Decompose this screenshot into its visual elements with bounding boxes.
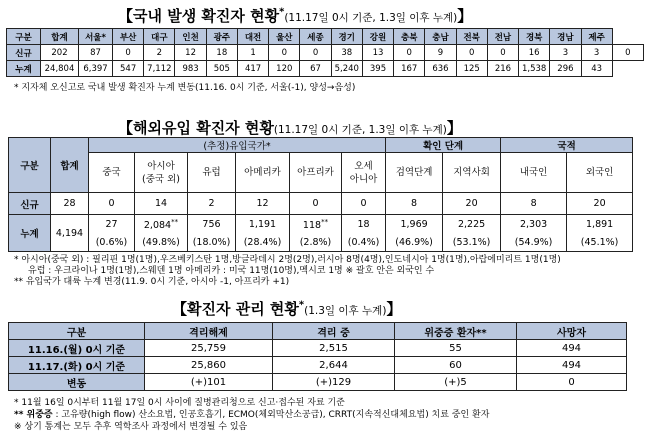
domestic-cell: 13 <box>362 45 393 61</box>
overseas-new-cell: 8 <box>501 193 567 215</box>
domestic-cell: 417 <box>237 61 268 77</box>
management-header-cell: 위중증 환자** <box>395 323 517 340</box>
domestic-cell: 5,240 <box>331 61 362 77</box>
management-cell: 60 <box>395 357 517 374</box>
overseas-cum-cell: 1,191 <box>236 215 290 235</box>
overseas-new-cell: 2 <box>188 193 236 215</box>
domestic-cell: 1,538 <box>519 61 550 77</box>
management-cell: 25,759 <box>145 340 273 357</box>
management-cell: 25,860 <box>145 357 273 374</box>
domestic-header-cell: 대구 <box>144 29 175 45</box>
domestic-cell: 9 <box>425 45 456 61</box>
domestic-header-cell: 경남 <box>550 29 581 45</box>
section3-note-2 <box>14 410 489 421</box>
overseas-subheader-cell: 아메리카 <box>236 153 290 193</box>
overseas-cum-pct: (46.9%) <box>386 235 443 252</box>
management-cell: 494 <box>517 357 627 374</box>
domestic-header-cell: 충북 <box>394 29 425 45</box>
domestic-header-cell: 경기 <box>331 29 362 45</box>
overseas-subheader-cell: 검역단계 <box>386 153 443 193</box>
domestic-cell: 3 <box>550 45 581 61</box>
overseas-new-cell: 0 <box>342 193 386 215</box>
domestic-cell: 505 <box>206 61 237 77</box>
section3-note-3: ※ 상기 통계는 모두 추후 역학조사 과정에서 변경될 수 있음 <box>14 422 248 432</box>
domestic-cell: 216 <box>487 61 518 77</box>
overseas-cum-pct: (2.8%) <box>290 235 342 252</box>
overseas-header-confirm: 확인 단계 <box>386 138 501 153</box>
management-cell: 0 <box>517 374 627 391</box>
management-cell: 2,644 <box>273 357 395 374</box>
domestic-cell: 296 <box>550 61 581 77</box>
domestic-cell: 120 <box>269 61 300 77</box>
domestic-header-cell: 충남 <box>425 29 456 45</box>
domestic-header-cell: 경북 <box>519 29 550 45</box>
overseas-new-cell: 0 <box>290 193 342 215</box>
management-cell: 494 <box>517 340 627 357</box>
domestic-cell: 636 <box>425 61 456 77</box>
section2-note-2: 유럽 : 우크라이나 1명(1명),스웨덴 1명 아메리카 : 미국 11명(10명),멕시코 1명 ※ 괄호 안은 외국인 수 <box>28 266 435 276</box>
domestic-cell: 0 <box>113 45 144 61</box>
overseas-cum-pct: (45.1%) <box>567 235 633 252</box>
management-header-cell: 구분 <box>9 323 145 340</box>
section3-note-2-text: : 고유량(high flow) 산소요법, 인공호흡기, ECMO(체외막산소공급), CRRT(지속적신대체요법) 치료 중인 환자 <box>52 410 490 420</box>
management-cell: 55 <box>395 340 517 357</box>
management-row-label: 변동 <box>9 374 145 391</box>
domestic-row <box>7 61 644 77</box>
overseas-subheader-cell: 지역사회 <box>443 153 501 193</box>
management-row <box>9 357 627 374</box>
domestic-header-cell: 인천 <box>175 29 206 45</box>
domestic-cell: 0 <box>612 45 643 61</box>
domestic-cell: 0 <box>394 45 425 61</box>
domestic-cell: 87 <box>79 45 113 61</box>
section2-note-3: ** 유입국가 대륙 누계 변경(11.9. 0시 기준, 아시아 -1, 아프리카 +1) <box>14 277 290 287</box>
overseas-cum-cell: 18 <box>342 215 386 235</box>
domestic-cell: 2 <box>144 45 175 61</box>
management-cell: (+)5 <box>395 374 517 391</box>
overseas-cum-cell: 2,303 <box>501 215 567 235</box>
management-row <box>9 374 627 391</box>
domestic-table <box>6 28 644 77</box>
overseas-subheader-cell: 외국인 <box>567 153 633 193</box>
overseas-subheader-cell: 오세 아니아 <box>342 153 386 193</box>
domestic-cell: 24,804 <box>41 61 79 77</box>
domestic-cell: 0 <box>487 45 518 61</box>
domestic-header-cell: 부산 <box>113 29 144 45</box>
overseas-new-total: 28 <box>51 193 89 215</box>
section3-title-text: 확진자 관리 현황 <box>187 300 299 318</box>
overseas-header-gubun: 구분 <box>9 138 51 193</box>
section2-subtitle: (11.17일 0시 기준, 1.3일 이후 누계) <box>273 124 447 136</box>
overseas-table <box>8 137 633 252</box>
overseas-subheader-cell: 유럽 <box>188 153 236 193</box>
overseas-cum-pct: (49.8%) <box>135 235 188 252</box>
overseas-cum-pct: (28.4%) <box>236 235 290 252</box>
overseas-cum-pct: (54.9%) <box>501 235 567 252</box>
management-header-cell: 격리해제 <box>145 323 273 340</box>
management-cell: (+)129 <box>273 374 395 391</box>
overseas-cum-pct: (0.6%) <box>89 235 135 252</box>
domestic-header-cell: 세종 <box>300 29 331 45</box>
overseas-cum-label: 누계 <box>9 215 51 252</box>
overseas-cum-pct: (18.0%) <box>188 235 236 252</box>
section1-title-text: 국내 발생 확진자 현황 <box>133 7 280 25</box>
section1-note: * 지자체 오신고로 국내 발생 확진자 누계 변동(11.16. 0시 기준, 서울(-1), 양성→음성) <box>14 83 356 93</box>
overseas-new-cell: 12 <box>236 193 290 215</box>
overseas-cum-pct: (53.1%) <box>443 235 501 252</box>
overseas-header-estimated: (추정)유입국가* <box>89 138 386 153</box>
section3-note-2-bold: ** 위중증 <box>14 410 53 420</box>
management-table <box>8 322 627 391</box>
domestic-header-cell: 전남 <box>487 29 518 45</box>
overseas-new-cell: 0 <box>89 193 135 215</box>
domestic-cell: 6,397 <box>79 61 113 77</box>
domestic-header-cell: 합계 <box>41 29 79 45</box>
domestic-cell: 16 <box>519 45 550 61</box>
overseas-cum-cell: 2,084** <box>135 215 188 235</box>
domestic-header-cell: 전북 <box>456 29 487 45</box>
management-header-cell: 사망자 <box>517 323 627 340</box>
overseas-new-label: 신규 <box>9 193 51 215</box>
section2-title-text: 해외유입 확진자 현황 <box>133 119 274 137</box>
domestic-cell: 0 <box>300 45 331 61</box>
overseas-new-cell: 14 <box>135 193 188 215</box>
domestic-cell: 167 <box>394 61 425 77</box>
overseas-subheader-cell: 내국인 <box>501 153 567 193</box>
domestic-header-cell: 광주 <box>206 29 237 45</box>
domestic-header-cell: 구분 <box>7 29 41 45</box>
overseas-subheader-cell: 아프리카 <box>290 153 342 193</box>
overseas-subheader-cell: 중국 <box>89 153 135 193</box>
overseas-new-cell: 8 <box>386 193 443 215</box>
domestic-cell: 7,112 <box>144 61 175 77</box>
overseas-cum-pct: (0.4%) <box>342 235 386 252</box>
domestic-cell: 67 <box>300 61 331 77</box>
domestic-header-cell: 서울* <box>79 29 113 45</box>
section1-subtitle: (11.17일 0시 기준, 1.3일 이후 누계) <box>284 12 458 24</box>
domestic-cell: 1 <box>237 45 268 61</box>
domestic-row-label: 신규 <box>7 45 41 61</box>
section3-subtitle: (1.3일 이후 누계) <box>304 305 387 317</box>
overseas-new-cell: 20 <box>567 193 633 215</box>
domestic-cell: 0 <box>269 45 300 61</box>
section1-title: 【국내 발생 확진자 현황*(11.17일 0시 기준, 1.3일 이후 누계)】 <box>118 6 473 25</box>
section3-title-star: * <box>298 299 305 311</box>
domestic-cell: 983 <box>175 61 206 77</box>
domestic-cell: 3 <box>581 45 612 61</box>
domestic-cell: 125 <box>456 61 487 77</box>
domestic-cell: 12 <box>175 45 206 61</box>
management-row <box>9 340 627 357</box>
section3-title: 【확진자 관리 현황*(1.3일 이후 누계)】 <box>172 299 402 318</box>
domestic-cell: 38 <box>331 45 362 61</box>
overseas-cum-cell: 2,225 <box>443 215 501 235</box>
domestic-cell: 547 <box>113 61 144 77</box>
management-row-label: 11.16.(월) 0시 기준 <box>9 340 145 357</box>
management-header-cell: 격리 중 <box>273 323 395 340</box>
domestic-header-cell: 대전 <box>237 29 268 45</box>
overseas-header-nationality: 국적 <box>501 138 633 153</box>
domestic-cell: 202 <box>41 45 79 61</box>
domestic-header-cell: 강원 <box>362 29 393 45</box>
domestic-cell: 0 <box>456 45 487 61</box>
overseas-cum-cell: 118** <box>290 215 342 235</box>
overseas-new-cell: 20 <box>443 193 501 215</box>
overseas-cum-cell: 756 <box>188 215 236 235</box>
section2-note-1: * 아시아(중국 외) : 필리핀 1명(1명),우즈베키스탄 1명,방글라데시 2명(2명),러시아 8명(4명),인도네시아 1명(1명),아랍에미리트 1명(1명) <box>14 255 561 265</box>
domestic-row <box>7 45 644 61</box>
domestic-cell: 18 <box>206 45 237 61</box>
domestic-row-label: 누계 <box>7 61 41 77</box>
management-row-label: 11.17.(화) 0시 기준 <box>9 357 145 374</box>
section1-title-star: * <box>279 6 285 18</box>
overseas-cum-total: 4,194 <box>51 215 89 252</box>
overseas-subheader-cell: 아시아 (중국 외) <box>135 153 188 193</box>
overseas-cum-cell: 1,891 <box>567 215 633 235</box>
domestic-cell: 43 <box>581 61 612 77</box>
section2-title: 【해외유입 확진자 현황(11.17일 0시 기준, 1.3일 이후 누계)】 <box>118 119 462 137</box>
overseas-cum-cell: 1,969 <box>386 215 443 235</box>
domestic-cell: 395 <box>362 61 393 77</box>
overseas-header-total: 합계 <box>51 138 89 193</box>
domestic-header-cell: 울산 <box>269 29 300 45</box>
overseas-cum-cell: 27 <box>89 215 135 235</box>
section3-note-1: * 11월 16일 0시부터 11월 17일 0시 사이에 질병관리청으로 신고·접수된 자료 기준 <box>14 398 345 408</box>
management-cell: 2,515 <box>273 340 395 357</box>
domestic-header-cell: 제주 <box>581 29 612 45</box>
management-cell: (+)101 <box>145 374 273 391</box>
